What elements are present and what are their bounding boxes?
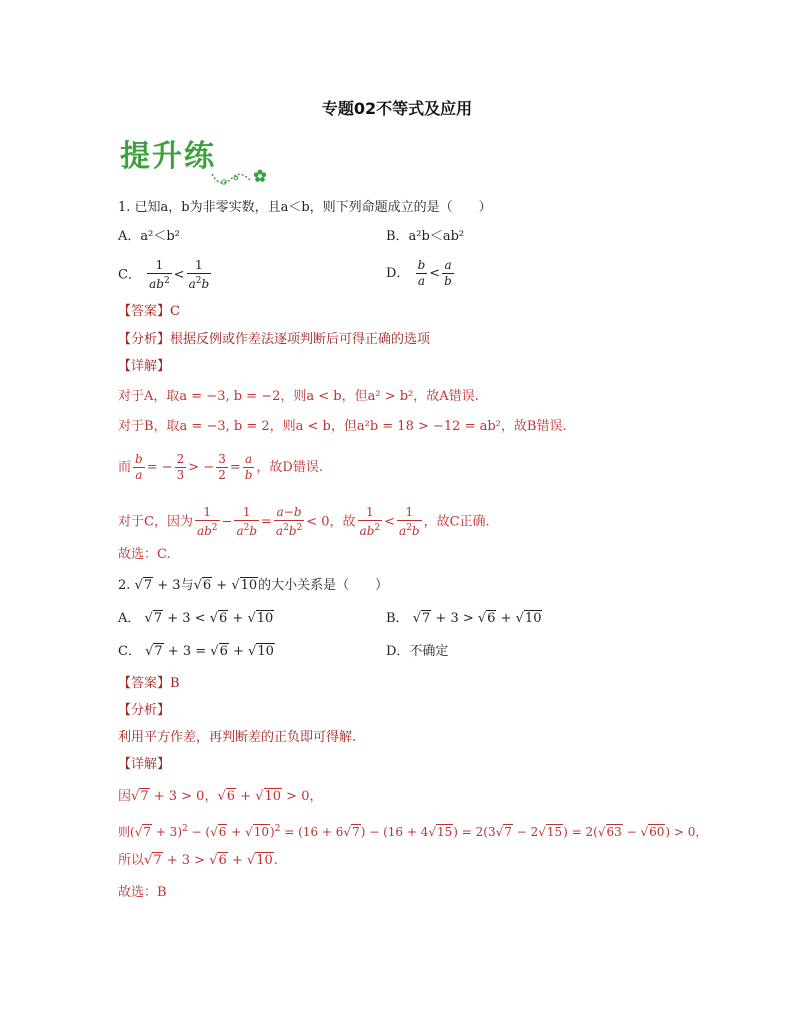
q2-answer bbox=[118, 675, 180, 693]
q2-option-d: D．不确定 bbox=[386, 644, 449, 659]
analysis-text: 根据反例或作差法逐项判断后可得正确的选项 bbox=[170, 332, 431, 347]
banner-text: 提升练 bbox=[120, 139, 216, 174]
q1-option-c: C． $\frac{1}{ab^2}$ < $\frac{1}{a^2b}$ bbox=[118, 258, 210, 291]
analysis-label: 【分析】 bbox=[118, 332, 171, 347]
q1-stem: 1. 已知a，b为非零实数，且a＜b，则下列命题成立的是（ ） bbox=[118, 200, 492, 215]
q1-detail-a: 对于A，取a = −3, b = −2，则a < b，但a² > b²，故A错误. bbox=[118, 389, 479, 404]
answer-label: 【答案】 bbox=[118, 676, 171, 691]
fraction: $\frac{a}{b}$ bbox=[444, 258, 452, 288]
q1-detail-label bbox=[118, 358, 170, 376]
q1-option-d: D． $\frac{b}{a}$ < $\frac{a}{b}$ bbox=[386, 258, 452, 288]
fraction: $\frac{1}{ab^2}$ bbox=[196, 505, 218, 538]
answer-label: 【答案】 bbox=[118, 304, 171, 319]
q2-analysis-text: 利用平方作差，再判断差的正负即可得解. bbox=[118, 730, 357, 745]
q2-detail-1: 因√7 + 3 > 0，√6 + √10 > 0， bbox=[118, 789, 323, 804]
q1-detail-d: 而 $\frac{b}{a}$ = − $\frac{2}{3}$ > − $\frac{3}{2}$ = $\frac{a}{b}$ ，故D错误. bbox=[118, 452, 323, 482]
sqrt-expression: √7 bbox=[134, 578, 153, 593]
fraction: $\frac{a}{b}$ bbox=[244, 452, 253, 482]
q2-stem-mid: 与 bbox=[180, 578, 194, 593]
page-title: 专题02不等式及应用 bbox=[321, 99, 473, 118]
q1-option-b: B．a²b＜ab² bbox=[386, 229, 465, 244]
q1-answer bbox=[118, 303, 180, 321]
q1-analysis bbox=[118, 331, 430, 349]
detail-c-suffix: ，故C正确. bbox=[423, 514, 490, 530]
detail-2-prefix: 则 bbox=[118, 825, 131, 839]
detail-3-prefix: 所以 bbox=[118, 853, 145, 868]
detail-label: 【详解】 bbox=[118, 757, 171, 772]
q2-stem-prefix: 2. bbox=[118, 578, 131, 593]
answer-value: B bbox=[170, 676, 180, 691]
q1-option-c-label: C． bbox=[118, 267, 141, 283]
detail-d-prefix: 而 bbox=[118, 460, 132, 475]
q1-detail-c: 对于C，因为 $\frac{1}{ab^2}$ − $\frac{1}{a^2b}$ = $\frac{a-b}{a^2b^2}$ < 0，故 $\frac{1}{ab^2}$ < $\frac{1}{a^2b}$ ，故C正确. bbox=[118, 505, 490, 538]
detail-1-prefix: 因 bbox=[118, 789, 132, 804]
q2-detail-3: 所以√7 + 3 > √6 + √10. bbox=[118, 853, 278, 868]
fraction: $\frac{1}{a^2b}$ bbox=[188, 258, 210, 291]
q2-option-c-label: C． bbox=[118, 644, 141, 659]
detail-c-prefix: 对于C，因为 bbox=[118, 514, 193, 530]
q2-option-a: A． √7 + 3 < √6 + √10 bbox=[118, 611, 274, 626]
detail-c-mid: ，故 bbox=[329, 514, 356, 530]
fraction: $\frac{1}{ab^2}$ bbox=[359, 505, 381, 538]
q2-analysis-label bbox=[118, 702, 170, 720]
section-banner bbox=[120, 140, 270, 190]
q2-option-b-label: B． bbox=[386, 611, 409, 626]
q1-choice: 故选：C. bbox=[118, 547, 171, 562]
answer-value: C bbox=[170, 304, 180, 319]
q2-choice: 故选：B bbox=[118, 885, 167, 900]
q2-option-c: C． √7 + 3 = √6 + √10 bbox=[118, 644, 274, 659]
fraction: $\frac{b}{a}$ bbox=[417, 258, 426, 288]
sqrt-expression: √6 bbox=[193, 578, 212, 593]
sqrt-expression: √10 bbox=[231, 578, 258, 593]
q2-option-b: B． √7 + 3 > √6 + √10 bbox=[386, 611, 542, 626]
q1-detail-b: 对于B，取a = −3, b = 2，则a < b，但a²b = 18 > −12 = ab²，故B错误. bbox=[118, 419, 567, 434]
q2-stem-suffix: 的大小关系是（ ） bbox=[258, 578, 389, 593]
fraction: $\frac{b}{a}$ bbox=[135, 452, 143, 482]
fraction: $\frac{1}{ab^2}$ bbox=[149, 258, 170, 291]
fraction: $\frac{3}{2}$ bbox=[218, 452, 226, 482]
analysis-label: 【分析】 bbox=[118, 703, 171, 718]
q2-option-a-label: A． bbox=[118, 611, 141, 626]
detail-label: 【详解】 bbox=[118, 359, 171, 374]
fraction: $\frac{1}{a^2b}$ bbox=[236, 505, 258, 538]
q1-option-a: A．a²＜b² bbox=[118, 229, 180, 244]
q2-detail-2: 则$(√7 + 3)^2 - (√6 + √10)^2 = (16 + 6√7) - (16 + 4√15) = 2(3√7 - 2√15) = 2(√63 - √60) > 0$， bbox=[118, 824, 708, 839]
q1-option-d-label: D． bbox=[386, 266, 410, 281]
q2-stem: 2. √7 + 3与√6 + √10的大小关系是（ ） bbox=[118, 578, 389, 593]
fraction: $\frac{a-b}{a^2b^2}$ bbox=[275, 505, 303, 538]
detail-d-suffix: ，故D错误. bbox=[256, 460, 323, 475]
q2-detail-label bbox=[118, 756, 170, 774]
fraction: $\frac{1}{a^2b}$ bbox=[399, 505, 420, 538]
fraction: $\frac{2}{3}$ bbox=[176, 452, 185, 482]
